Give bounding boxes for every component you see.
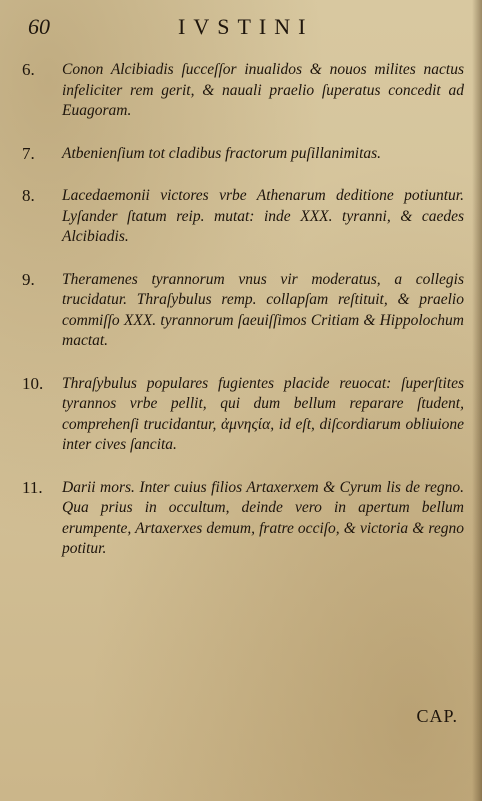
entry-number: 8.	[22, 186, 35, 205]
entry-text: Thraſybulus populares fugientes placide reuocat: ſuperſtites tyrannos vrbe pellit, qui dum bellum reparare ſtudent, comprehenſi trucidantur, ἀμνηςία, id eſt, diſcordiarum obliuione inter cives ſancita.	[62, 374, 464, 453]
catchword: CAP.	[416, 706, 458, 726]
summary-entry-11	[22, 478, 464, 560]
summary-entry-10	[22, 374, 464, 456]
entry-text: Conon Alcibiadis ſucceſſor inualidos & nouos milites nactus infeliciter rem gerit, & nauali praelio ſuperatus concedit ad Euagoram.	[62, 61, 464, 119]
chapter-summary-list	[22, 60, 464, 582]
page-number: 60	[28, 14, 50, 39]
entry-text: Atbenienſium tot cladibus fractorum puſillanimitas.	[62, 144, 382, 162]
entry-text: Theramenes tyrannorum vnus vir moderatus, a collegis trucidatur. Thraſybulus remp. collapſam reſtituit, & praelio commiſſo XXX. tyrannorum ſaeuiſſimos Critiam & Hippolochum mactat.	[62, 270, 464, 349]
running-title: IVSTINI	[178, 14, 314, 39]
entry-number: 10.	[22, 373, 44, 393]
entry-text: Darii mors. Inter cuius filios Artaxerxem & Cyrum lis de regno. Qua prius in occultum, deinde vero in apertum bellum erumpente, Artaxerxes demum, fratre occiſo, & victoria & regno potitur.	[62, 478, 464, 557]
entry-number: 7.	[22, 143, 35, 163]
entry-text: Lacedaemonii victores vrbe Athenarum deditione potiuntur. Lyſander ſtatum reip. mutat: inde XXX. tyranni, & caedes Alcibiadis.	[62, 187, 464, 245]
summary-entry-9	[22, 270, 464, 352]
summary-entry-7	[22, 144, 464, 165]
entry-number: 6.	[22, 60, 35, 79]
entry-number: 11.	[22, 477, 43, 497]
running-head	[28, 14, 458, 42]
entry-number: 9.	[22, 269, 35, 289]
summary-entry-8	[22, 186, 464, 248]
summary-entry-6	[22, 60, 464, 122]
